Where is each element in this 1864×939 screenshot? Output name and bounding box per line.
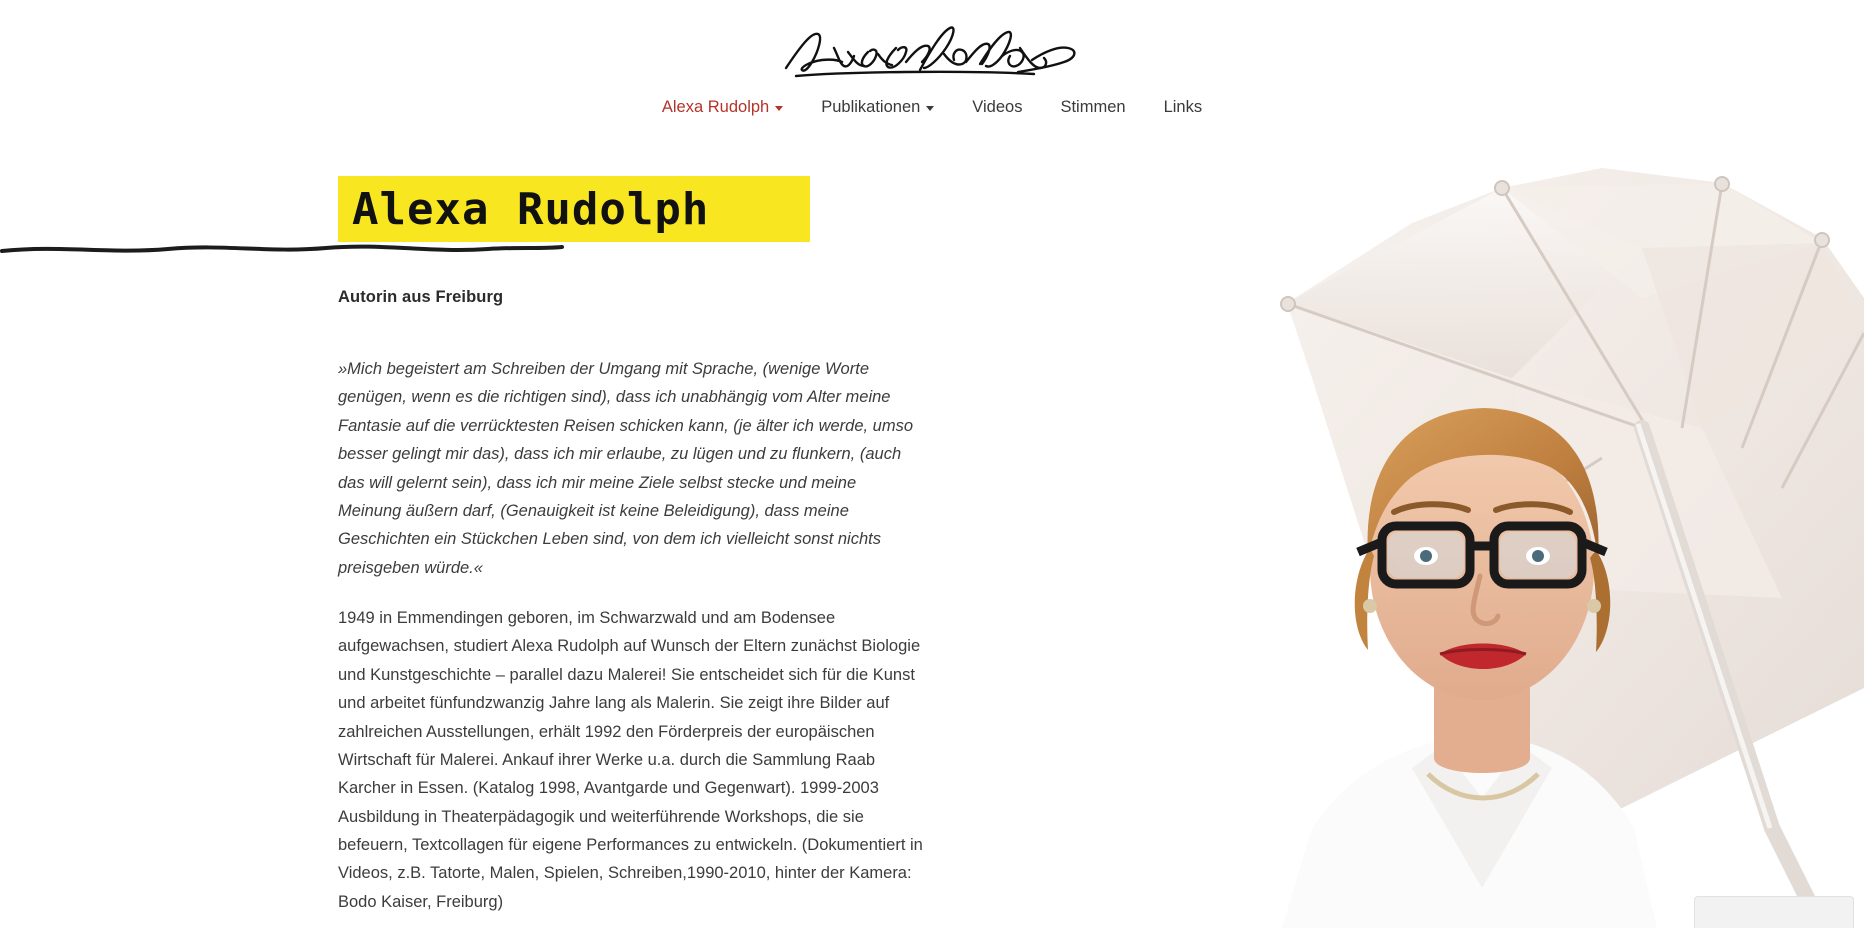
- portrait-with-umbrella-image: [1082, 128, 1864, 928]
- site-logo[interactable]: [0, 14, 1864, 86]
- page-subtitle: Autorin aus Freiburg: [338, 288, 504, 306]
- nav-item-publikationen[interactable]: [802, 99, 953, 116]
- hero-biography: 1949 in Emmendingen geboren, im Schwarzwald und am Bodensee aufgewachsen, studiert Alexa Rudolph auf Wunsch der Eltern zunächst Biologie und Kunstgeschichte – parallel dazu Malerei! Sie entscheidet sich für die Kunst und arbeitet fünfundzwanzig Jahre lang als Malerin. Sie zeigt ihre Bilder auf zahlreichen Ausstellungen, erhält 1992 den Förderpreis der europäischen Wirtschaft für Malerei. Ankauf ihrer Werke u.a. durch die Sammlung Raab Karcher in Essen. (Katalog 1998, Avantgarde und Gegenwart). 1999-2003 Ausbildung in Theaterpädagogik und weiterführende Workshops, die sie befeuern, Textcollagen für eigene Performances zu entwickeln. (Dokumentiert in Videos, z.B. Tatorte, Malen, Spielen, Schreiben,1990-2010, hinter der Kamera: Bodo Kaiser, Freiburg): [338, 609, 923, 911]
- signature-logo-icon: [782, 18, 1082, 82]
- chevron-down-icon: [926, 106, 934, 111]
- nav-item-videos[interactable]: [953, 99, 1041, 116]
- nav-item-label: Videos: [972, 97, 1023, 116]
- nav-item-label: Publikationen: [821, 97, 921, 116]
- nav-item-label: Stimmen: [1060, 97, 1126, 116]
- hand-drawn-underline-divider: [0, 238, 680, 260]
- floating-widget-bar[interactable]: [1694, 896, 1854, 928]
- nav-item-label: Links: [1163, 97, 1203, 116]
- hero-photo: [1082, 128, 1864, 928]
- chevron-down-icon: [775, 106, 783, 111]
- nav-item-label: Alexa Rudolph: [661, 97, 770, 116]
- page-title-block: [338, 176, 938, 242]
- hero-text-column: [338, 128, 938, 916]
- nav-item-links[interactable]: [1145, 99, 1222, 116]
- nav-item-alexa-rudolph[interactable]: [643, 99, 802, 116]
- page-title: Alexa Rudolph: [352, 184, 710, 235]
- main-navigation[interactable]: [0, 86, 1864, 128]
- site-header: [0, 0, 1864, 128]
- nav-item-stimmen[interactable]: [1041, 99, 1144, 116]
- hero-quote: »Mich begeistert am Schreiben der Umgang mit Sprache, (wenige Worte genügen, wenn es die richtigen sind), dass ich unabhängig vom Alter meine Fantasie auf die verrücktesten Reisen schicken kann, (je älter ich werde, umso besser gelingt mir das), dass ich mir erlaube, zu lügen und zu flunkern, (auch das will gelernt sein), dass ich mir meine Ziele selbst stecke und meine Meinung äußern darf, (Genauigkeit ist keine Beleidigung), dass meine Geschichten ein Stückchen Leben sind, von dem ich vielleicht sonst nichts preisgeben würde.«: [338, 360, 914, 577]
- hero-section: [0, 128, 1864, 928]
